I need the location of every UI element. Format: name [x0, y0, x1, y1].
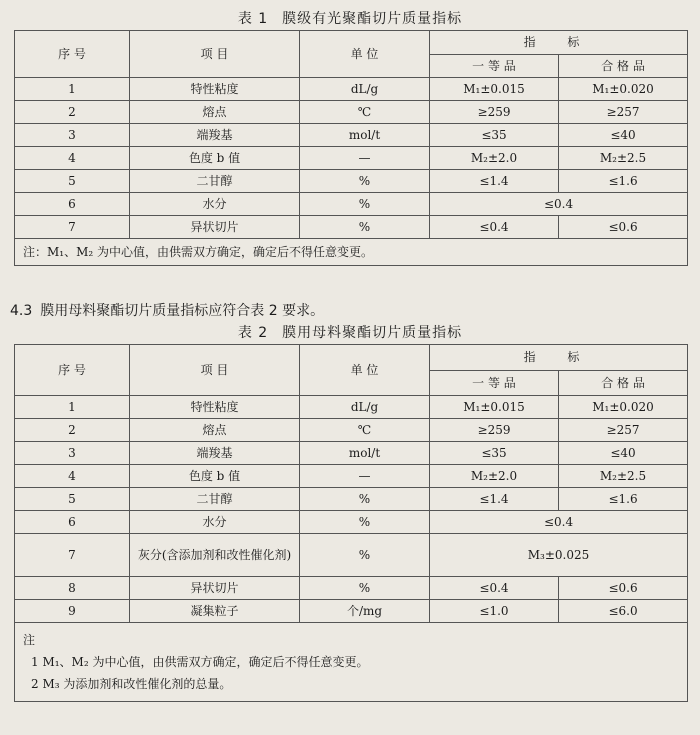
table2-header-seq: 序 号	[15, 345, 130, 396]
row-seq-cell: 3	[15, 442, 130, 465]
table2	[14, 344, 688, 702]
row-first-grade-cell: ≤1.0	[430, 600, 559, 623]
row-seq-cell: 8	[15, 577, 130, 600]
row-qualified-cell: M₂±2.5	[559, 465, 688, 488]
table2-note-2: 2 M₃ 为添加剂和改性催化剂的总量。	[31, 677, 232, 691]
row-seq-cell: 2	[15, 419, 130, 442]
row-index-merged-cell: ≤0.4	[430, 193, 688, 216]
row-item-cell: 异状切片	[130, 577, 300, 600]
row-unit-cell: 个/mg	[300, 600, 430, 623]
row-unit-cell: ℃	[300, 419, 430, 442]
table-row	[15, 488, 688, 511]
row-first-grade-cell: ≤35	[430, 442, 559, 465]
table2-number: 表 2	[237, 325, 269, 341]
table2-header-qualified: 合 格 品	[559, 370, 688, 396]
table2-note-1: 1 M₁、M₂ 为中心值，由供需双方确定，确定后不得任意变更。	[31, 655, 369, 669]
table2-header-first-grade: 一 等 品	[430, 370, 559, 396]
table2-title: 膜用母料聚酯切片质量指标	[282, 325, 463, 341]
row-unit-cell: —	[300, 465, 430, 488]
row-first-grade-cell: ≤0.4	[430, 216, 559, 239]
row-item-cell: 凝集粒子	[130, 600, 300, 623]
row-first-grade-cell: M₂±2.0	[430, 147, 559, 170]
row-qualified-cell: M₁±0.020	[559, 396, 688, 419]
row-seq-cell: 1	[15, 396, 130, 419]
table1-header-qualified: 合 格 品	[559, 54, 688, 78]
table-row	[15, 396, 688, 419]
table-row	[15, 600, 688, 623]
table1-header-seq: 序 号	[15, 31, 130, 78]
row-qualified-cell: ≤40	[559, 124, 688, 147]
row-seq-cell: 4	[15, 147, 130, 170]
row-item-cell: 熔点	[130, 101, 300, 124]
row-item-cell: 二甘醇	[130, 170, 300, 193]
row-seq-cell: 5	[15, 170, 130, 193]
row-item-cell: 端羧基	[130, 124, 300, 147]
section-4-3	[10, 300, 324, 320]
row-seq-cell: 4	[15, 465, 130, 488]
row-qualified-cell: ≤1.6	[559, 488, 688, 511]
row-item-cell: 水分	[130, 511, 300, 534]
row-first-grade-cell: ≥259	[430, 101, 559, 124]
table1-body	[15, 78, 688, 239]
row-item-cell: 灰分(含添加剂和改性催化剂)	[130, 534, 300, 577]
row-qualified-cell: ≥257	[559, 101, 688, 124]
row-qualified-cell: ≤0.6	[559, 216, 688, 239]
row-item-cell: 特性粘度	[130, 396, 300, 419]
row-unit-cell: %	[300, 534, 430, 577]
row-unit-cell: —	[300, 147, 430, 170]
row-unit-cell: dL/g	[300, 78, 430, 101]
row-seq-cell: 5	[15, 488, 130, 511]
table1-header-unit: 单 位	[300, 31, 430, 78]
row-item-cell: 异状切片	[130, 216, 300, 239]
row-unit-cell: ℃	[300, 101, 430, 124]
row-first-grade-cell: M₁±0.015	[430, 78, 559, 101]
row-qualified-cell: ≥257	[559, 419, 688, 442]
table-row	[15, 442, 688, 465]
row-seq-cell: 7	[15, 534, 130, 577]
row-first-grade-cell: ≤35	[430, 124, 559, 147]
row-seq-cell: 9	[15, 600, 130, 623]
table-row	[15, 511, 688, 534]
section-text: 膜用母料聚酯切片质量指标应符合表 2 要求。	[40, 303, 325, 319]
row-item-cell: 端羧基	[130, 442, 300, 465]
row-first-grade-cell: ≤1.4	[430, 170, 559, 193]
table1	[14, 30, 688, 266]
table2-header-index: 指 标	[430, 345, 688, 371]
row-qualified-cell: ≤1.6	[559, 170, 688, 193]
table2-notes-title: 注	[23, 633, 36, 647]
table2-notes	[15, 623, 688, 702]
row-unit-cell: %	[300, 488, 430, 511]
table1-note: 注：M₁、M₂ 为中心值，由供需双方确定，确定后不得任意变更。	[15, 239, 688, 266]
table-row	[15, 419, 688, 442]
table2-header-unit: 单 位	[300, 345, 430, 396]
table-row	[15, 577, 688, 600]
row-seq-cell: 6	[15, 511, 130, 534]
row-item-cell: 二甘醇	[130, 488, 300, 511]
row-seq-cell: 1	[15, 78, 130, 101]
row-unit-cell: dL/g	[300, 396, 430, 419]
row-item-cell: 水分	[130, 193, 300, 216]
row-qualified-cell: M₁±0.020	[559, 78, 688, 101]
section-number: 4.3	[10, 303, 33, 319]
table1-header-index: 指 标	[430, 31, 688, 55]
row-item-cell: 特性粘度	[130, 78, 300, 101]
table2-body	[15, 396, 688, 623]
row-item-cell: 色度 b 值	[130, 465, 300, 488]
row-first-grade-cell: M₂±2.0	[430, 465, 559, 488]
table-row	[15, 124, 688, 147]
table1-header-first-grade: 一 等 品	[430, 54, 559, 78]
table1-title: 膜级有光聚酯切片质量指标	[282, 11, 463, 27]
row-qualified-cell: M₂±2.5	[559, 147, 688, 170]
row-seq-cell: 2	[15, 101, 130, 124]
table-row	[15, 193, 688, 216]
row-first-grade-cell: ≤1.4	[430, 488, 559, 511]
table2-header-item: 项 目	[130, 345, 300, 396]
row-unit-cell: %	[300, 577, 430, 600]
row-qualified-cell: ≤0.6	[559, 577, 688, 600]
row-item-cell: 熔点	[130, 419, 300, 442]
table-row	[15, 147, 688, 170]
table-row	[15, 465, 688, 488]
row-qualified-cell: ≤40	[559, 442, 688, 465]
row-seq-cell: 3	[15, 124, 130, 147]
row-unit-cell: mol/t	[300, 124, 430, 147]
row-seq-cell: 7	[15, 216, 130, 239]
table2-caption	[0, 322, 700, 342]
table-row	[15, 170, 688, 193]
row-unit-cell: %	[300, 170, 430, 193]
table-row	[15, 216, 688, 239]
row-unit-cell: %	[300, 216, 430, 239]
table-row	[15, 78, 688, 101]
row-seq-cell: 6	[15, 193, 130, 216]
row-qualified-cell: ≤6.0	[559, 600, 688, 623]
row-first-grade-cell: ≥259	[430, 419, 559, 442]
row-unit-cell: %	[300, 511, 430, 534]
table1-header-item: 项 目	[130, 31, 300, 78]
row-unit-cell: mol/t	[300, 442, 430, 465]
table1-caption	[0, 8, 700, 28]
row-unit-cell: %	[300, 193, 430, 216]
table1-number: 表 1	[237, 11, 269, 27]
row-index-merged-cell: M₃±0.025	[430, 534, 688, 577]
table-row	[15, 101, 688, 124]
row-index-merged-cell: ≤0.4	[430, 511, 688, 534]
row-first-grade-cell: M₁±0.015	[430, 396, 559, 419]
table-row	[15, 534, 688, 577]
row-item-cell: 色度 b 值	[130, 147, 300, 170]
row-first-grade-cell: ≤0.4	[430, 577, 559, 600]
